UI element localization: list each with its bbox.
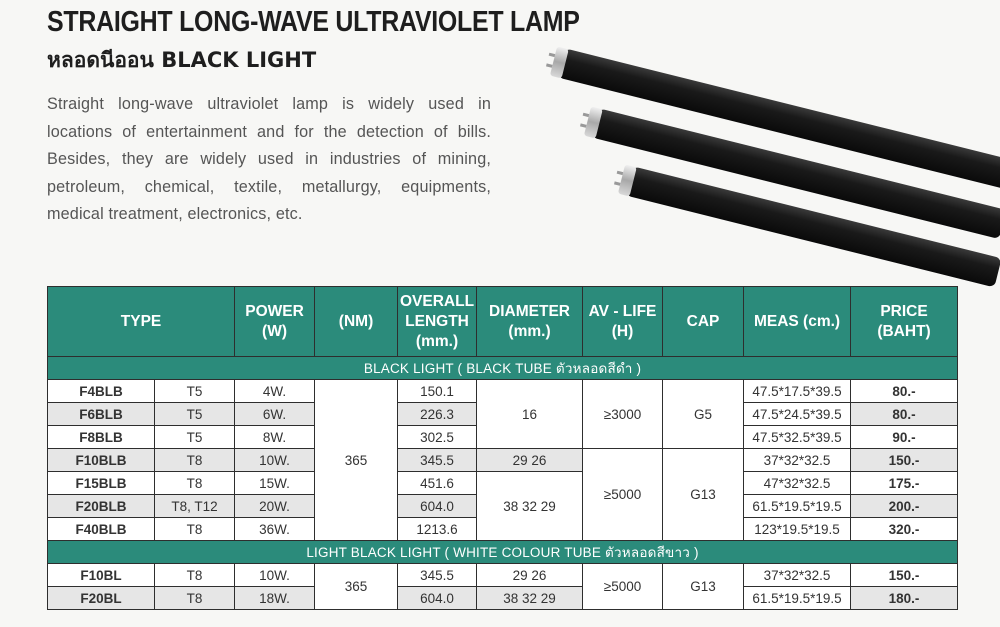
life-cell: ≥5000 (583, 449, 663, 541)
price-cell: 80.- (851, 380, 958, 403)
table-row (48, 587, 958, 610)
col-meas: MEAS (cm.) (744, 287, 851, 357)
tube-cell: T5 (155, 380, 235, 403)
length-cell: 604.0 (398, 587, 477, 610)
price-cell: 90.- (851, 426, 958, 449)
product-description: Straight long-wave ultraviolet lamp is widely used in locations of entertainment and for the detection of bills. Besides, they are widely used in industries of mining, petroleum, chemical, textile, metallurgy, equipments, medical treatment, electronics, etc. (47, 95, 491, 223)
meas-cell: 61.5*19.5*19.5 (744, 495, 851, 518)
col-type: TYPE (48, 287, 235, 357)
price-cell: 320.- (851, 518, 958, 541)
model-cell: F6BLB (48, 403, 155, 426)
table-row (48, 449, 958, 472)
power-cell: 4W. (235, 380, 315, 403)
model-cell: F4BLB (48, 380, 155, 403)
tube-cell: T8 (155, 587, 235, 610)
diameter-cell: 38 32 29 (477, 587, 583, 610)
cap-cell: G5 (663, 380, 744, 449)
nm-cell: 365 (315, 380, 398, 541)
model-cell: F15BLB (48, 472, 155, 495)
page-title: STRAIGHT LONG-WAVE ULTRAVIOLET LAMP (47, 6, 580, 38)
tube-cell: T5 (155, 403, 235, 426)
col-av-life: AV - LIFE (H) (583, 287, 663, 357)
power-cell: 6W. (235, 403, 315, 426)
meas-cell: 123*19.5*19.5 (744, 518, 851, 541)
length-cell: 302.5 (398, 426, 477, 449)
meas-cell: 61.5*19.5*19.5 (744, 587, 851, 610)
price-cell: 80.- (851, 403, 958, 426)
life-cell: ≥5000 (583, 564, 663, 610)
power-cell: 10W. (235, 449, 315, 472)
model-cell: F8BLB (48, 426, 155, 449)
table-row (48, 564, 958, 587)
diameter-cell: 29 26 (477, 564, 583, 587)
power-cell: 10W. (235, 564, 315, 587)
price-cell: 180.- (851, 587, 958, 610)
section-label: BLACK LIGHT ( BLACK TUBE ตัวหลอดสีดำ ) (48, 357, 958, 380)
length-cell: 226.3 (398, 403, 477, 426)
col-nm: (NM) (315, 287, 398, 357)
model-cell: F10BL (48, 564, 155, 587)
tube-cell: T8 (155, 472, 235, 495)
tube-cell: T8 (155, 564, 235, 587)
price-cell: 200.- (851, 495, 958, 518)
diameter-cell: 16 (477, 380, 583, 449)
power-cell: 18W. (235, 587, 315, 610)
meas-cell: 47*32*32.5 (744, 472, 851, 495)
meas-cell: 47.5*24.5*39.5 (744, 403, 851, 426)
col-diameter: DIAMETER (mm.) (477, 287, 583, 357)
diameter-cell: 29 26 (477, 449, 583, 472)
cap-cell: G13 (663, 564, 744, 610)
power-cell: 36W. (235, 518, 315, 541)
tube-cell: T8 (155, 449, 235, 472)
black-light-tubes-image (540, 40, 1000, 320)
tube-cell: T5 (155, 426, 235, 449)
model-cell: F40BLB (48, 518, 155, 541)
model-cell: F20BL (48, 587, 155, 610)
price-cell: 150.- (851, 564, 958, 587)
col-price: PRICE (BAHT) (851, 287, 958, 357)
col-power: POWER (W) (235, 287, 315, 357)
price-cell: 150.- (851, 449, 958, 472)
length-cell: 345.5 (398, 449, 477, 472)
length-cell: 451.6 (398, 472, 477, 495)
power-cell: 20W. (235, 495, 315, 518)
page-subtitle: หลอดนีออน BLACK LIGHT (47, 48, 317, 72)
cap-cell: G13 (663, 449, 744, 541)
tube-cell: T8, T12 (155, 495, 235, 518)
meas-cell: 47.5*32.5*39.5 (744, 426, 851, 449)
power-cell: 15W. (235, 472, 315, 495)
life-cell: ≥3000 (583, 380, 663, 449)
meas-cell: 47.5*17.5*39.5 (744, 380, 851, 403)
price-cell: 175.- (851, 472, 958, 495)
model-cell: F20BLB (48, 495, 155, 518)
length-cell: 150.1 (398, 380, 477, 403)
diameter-cell: 38 32 29 (477, 472, 583, 541)
length-cell: 345.5 (398, 564, 477, 587)
nm-cell: 365 (315, 564, 398, 610)
table-row (48, 380, 958, 403)
col-cap: CAP (663, 287, 744, 357)
section-label: LIGHT BLACK LIGHT ( WHITE COLOUR TUBE ตัวหลอดสีขาว ) (48, 541, 958, 564)
table-row (48, 472, 958, 495)
table-header-row (48, 287, 958, 357)
length-cell: 1213.6 (398, 518, 477, 541)
length-cell: 604.0 (398, 495, 477, 518)
section-black-light (48, 357, 958, 380)
tube-cell: T8 (155, 518, 235, 541)
power-cell: 8W. (235, 426, 315, 449)
section-light-black-light (48, 541, 958, 564)
meas-cell: 37*32*32.5 (744, 449, 851, 472)
col-overall-length: OVERALL LENGTH (mm.) (398, 287, 477, 357)
meas-cell: 37*32*32.5 (744, 564, 851, 587)
model-cell: F10BLB (48, 449, 155, 472)
spec-table (47, 286, 958, 610)
